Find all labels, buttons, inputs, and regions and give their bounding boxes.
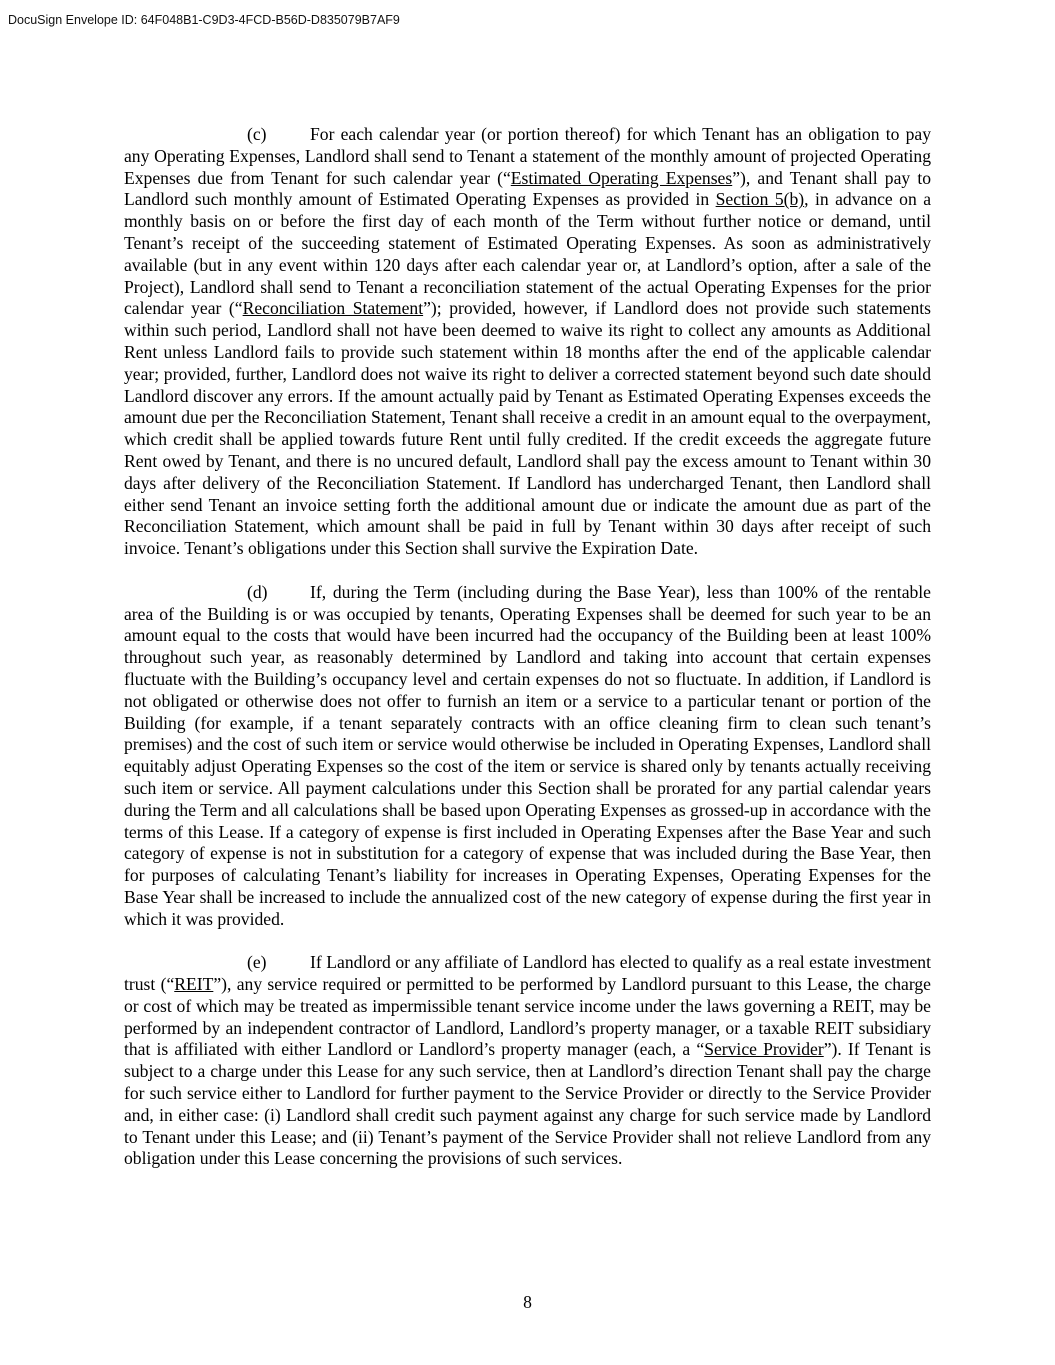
page-number: 8	[523, 1292, 532, 1312]
defined-term-reconciliation-statement: Reconciliation Statement	[242, 298, 424, 319]
paragraph-c-label: (c)	[247, 124, 267, 144]
paragraph-e-label: (e)	[247, 952, 267, 973]
paragraph-d-label: (d)	[247, 581, 268, 602]
paragraph-c-text-4: ”); provided, however, if Landlord does not provide such statements within such period, Landlord shall not have been deemed to waive its right to collect any amounts as Additional Rent unless Landlord fails to provide such statement within 18 months after the end of the applicable calendar year; provided, further, Landlord does not waive its right to deliver a corrected statement beyond such date should Landlord discover any errors. If the amount actually paid by Tenant as Estimated Operating Expenses exceeds the amount due per the Reconciliation Statement, Tenant shall receive a credit in an amount equal to the overpayment, which credit shall be applied towards future Rent until fully credited. If the credit exceeds the aggregate future Rent owed by Tenant, and there is no uncured default, Landlord shall pay the excess amount to Tenant within 30 days after delivery of the Reconciliation Statement. If Landlord has undercharged Tenant, then Landlord shall either send Tenant an invoice setting forth the additional amount due or indicate the amount due as part of the Reconciliation Statement, which amount shall be paid in full by Tenant within 30 days after receipt of such invoice. Tenant’s obligations under this Section shall survive the Expiration Date.	[124, 298, 931, 559]
paragraph-e-text-1: If Landlord or any affiliate of Landlord has elected to qualify as a real estate investment trust (“	[124, 952, 931, 995]
section-reference-5b: Section 5(b)	[715, 189, 805, 210]
document-body	[124, 124, 931, 1170]
paragraph-c	[124, 124, 931, 560]
paragraph-e-text-2: ”), any service required or permitted to be performed by Landlord pursuant to this Lease, the charge or cost of which may be treated as impermissible tenant service income under the laws governing a REIT, may be performed by an independent contractor of Landlord, Landlord’s property manager, or a taxable REIT subsidiary that is affiliated with either Landlord or Landlord’s property manager (each, a “	[124, 974, 931, 1060]
paragraph-e-text-3: ”). If Tenant is subject to a charge under this Lease for any such service, then at Landlord’s direction Tenant shall pay the charge for such service either to Landlord for further payment to the Service Provider or directly to the Service Provider and, in either case: (i) Landlord shall credit such payment against any charge for such service made by Landlord to Tenant under this Lease; and (ii) Tenant’s payment of the Service Provider shall not relieve Landlord from any obligation under this Lease concerning the provisions of such services.	[124, 1039, 932, 1169]
defined-term-reit: REIT	[174, 974, 214, 995]
paragraph-c-text-3: , in advance on a monthly basis on or before the first day of each month of the Term without further notice or demand, until Tenant’s receipt of the succeeding statement of Estimated Operating Expenses. As soon as administratively available (but in any event within 120 days after each calendar year or, at Landlord’s option, after a sale of the Project), Landlord shall send to Tenant a reconciliation statement of the actual Operating Expenses for the prior calendar year (“	[124, 189, 931, 319]
defined-term-estimated-operating-expenses: Estimated Operating Expenses	[510, 167, 733, 188]
defined-term-service-provider: Service Provider	[704, 1039, 824, 1060]
paragraph-c-text-1: For each calendar year (or portion thereof) for which Tenant has an obligation to pay any Operating Expenses, Landlord shall send to Tenant a statement of the monthly amount of projected Operating Expenses due from Tenant for such calendar year (“	[124, 124, 931, 188]
paragraph-e	[124, 952, 931, 1170]
paragraph-c-text-2: ”), and Tenant shall pay to Landlord such monthly amount of Estimated Operating Expenses as provided in	[124, 167, 932, 210]
paragraph-d	[124, 582, 931, 931]
docusign-envelope-id: DocuSign Envelope ID: 64F048B1-C9D3-4FCD-B56D-D835079B7AF9	[8, 13, 400, 27]
paragraph-d-text: If, during the Term (including during the Base Year), less than 100% of the rentable area of the Building is or was occupied by tenants, Operating Expenses shall be deemed for such year to be an amount equal to the costs that would have been incurred had the occupancy of the Building been at least 100% throughout such year, as reasonably determined by Landlord and taking into account that certain expenses fluctuate with the Building’s occupancy level and certain expenses do not so fluctuate. In addition, if Landlord is not obligated or otherwise does not offer to furnish an item or a service to a particular tenant or portion of the Building (for example, if a tenant separately contracts with an office cleaning firm to clean such tenant’s premises) and the cost of such item or service would otherwise be included in Operating Expenses, Landlord shall equitably adjust Operating Expenses so the cost of the item or service is shared only by tenants actually receiving such item or service. All payment calculations under this Section shall be prorated for any partial calendar years during the Term and all calculations shall be based upon Operating Expenses as grossed-up in accordance with the terms of this Lease. If a category of expense is first included in Operating Expenses after the Base Year and such category of expense is not in substitution for a category of expense that was included during the Base Year, then for purposes of calculating Tenant’s liability for increases in Operating Expenses, Operating Expenses for the Base Year shall be increased to include the annualized cost of the new category of expense during the first year in which it was provided.	[124, 581, 931, 929]
